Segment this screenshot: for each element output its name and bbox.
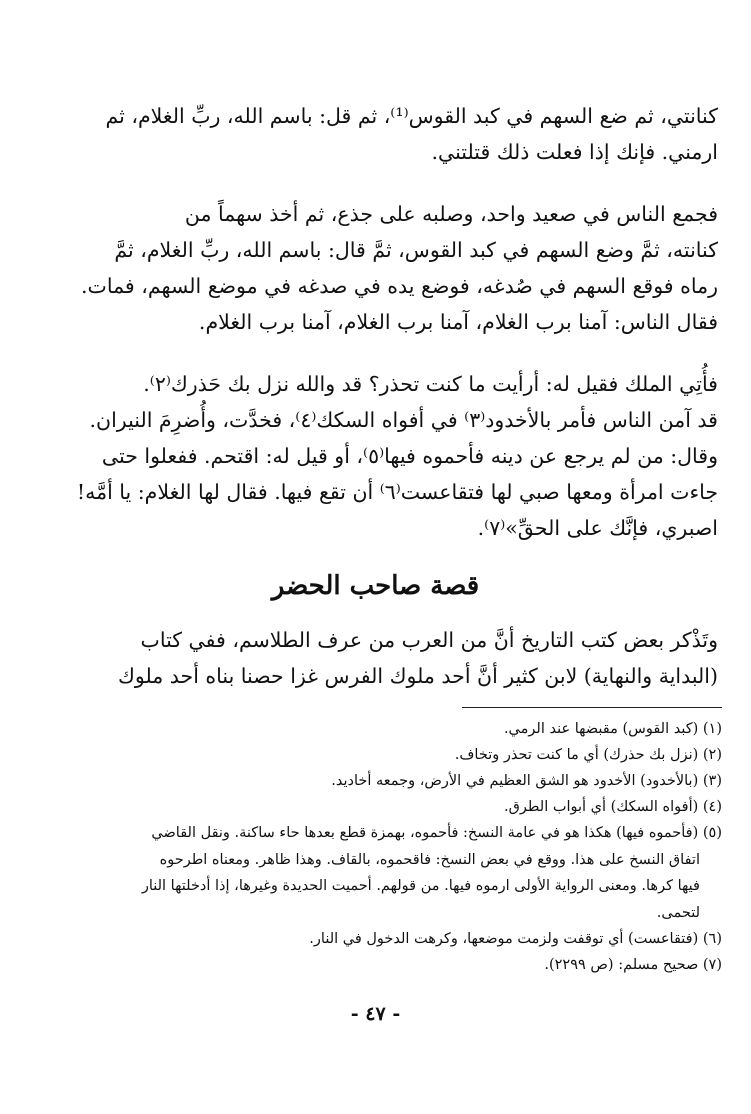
text-line: وتَذْكر بعض كتب التاريخ أنَّ من العرب من عرف الطلاسم، ففي كتاب bbox=[140, 628, 718, 652]
paragraph-2 bbox=[68, 196, 718, 340]
text-line: كنانته، ثمَّ وضع السهم في كبد القوس، ثمَّ قال: باسم الله، ربِّ الغلام، ثمَّ bbox=[114, 238, 718, 262]
text-line: جاءت امرأة ومعها صبي لها فتقاعست⁽٦⁾ أن تقع فيها. فقال لها الغلام: يا أمَّه! bbox=[76, 480, 718, 504]
text-line: كنانتي، ثم ضع السهم في كبد القوس⁽¹⁾، ثم قل: باسم الله، ربِّ الغلام، ثم bbox=[105, 104, 718, 128]
footnote-line: اتفاق النسخ على هذا. ووقع في بعض النسخ: فاقحموه، بالقاف. وهذا ظاهر. ومعناه اطرحوه bbox=[159, 851, 700, 868]
paragraph-4 bbox=[68, 622, 718, 694]
text-line: وقال: من لم يرجع عن دينه فأحموه فيها⁽٥⁾، أو قيل له: اقتحم. ففعلوا حتى bbox=[101, 444, 718, 468]
footnote-line: فيها كرها. ومعنى الرواية الأولى ارموه فيها. من قولهم. أحميت الحديدة وغيرها، إذا أدخلتها النار bbox=[141, 878, 700, 894]
text-line: (البداية والنهاية) لابن كثير أنَّ أحد ملوك الفرس غزا حصنا بناه أحد ملوك bbox=[118, 664, 718, 688]
text-line: رماه فوقع السهم في صُدغه، فوضع يده في صدغه في موضع السهم، فمات. bbox=[81, 274, 718, 298]
footnote-line: لتحمى. bbox=[656, 904, 700, 921]
footnotes bbox=[68, 716, 722, 978]
text-line: قد آمن الناس فأمر بالأخدود⁽٣⁾ في أفواه السكك⁽٤⁾، فخدَّت، وأُضرِمَ النيران. bbox=[89, 408, 718, 432]
page-number: - ٤٧ - bbox=[350, 1003, 401, 1025]
text-line: فجمع الناس في صعيد واحد، وصلبه على جذع، ثم أخذ سهماً من bbox=[184, 202, 718, 226]
footnote-line: (٥) (فأحموه فيها) هكذا هو في عامة النسخ: فأحموه، بهمزة قطع بعدها حاء ساكنة. ونقل القاضي bbox=[151, 825, 722, 841]
footnote-1: (١) (كبد القوس) مقبضها عند الرمي. bbox=[503, 721, 722, 737]
footnote-2: (٢) (نزل بك حذرك) أي ما كنت تحذر وتخاف. bbox=[454, 747, 722, 763]
text-line: اصبري، فإنَّك على الحقِّ»⁽٧⁾. bbox=[477, 516, 718, 540]
text-line: ارمني. فإنك إذا فعلت ذلك قتلتني. bbox=[431, 140, 718, 164]
footnote-divider bbox=[462, 707, 722, 708]
paragraph-3 bbox=[68, 366, 718, 546]
paragraph-1 bbox=[68, 98, 718, 170]
text-line: فقال الناس: آمنا برب الغلام، آمنا برب الغلام، آمنا برب الغلام. bbox=[198, 310, 718, 334]
text-line: فأُتِي الملك فقيل له: أرأيت ما كنت تحذر؟ قد والله نزل بك حَذرك⁽٢⁾. bbox=[143, 372, 718, 396]
section-heading: قصة صاحب الحضر bbox=[271, 571, 480, 601]
footnote-6: (٦) (فتقاعست) أي توقفت ولزمت موضعها، وكرهت الدخول في النار. bbox=[309, 931, 722, 947]
footnote-5 bbox=[68, 820, 722, 926]
footnote-3: (٣) (بالأخدود) الأخدود هو الشق العظيم في الأرض، وجمعه أخاديد. bbox=[331, 773, 722, 789]
footnote-4: (٤) (أفواه السكك) أي أبواب الطرق. bbox=[504, 799, 722, 815]
footnote-7: (٧) صحيح مسلم: (ص ٢٢٩٩). bbox=[544, 957, 722, 973]
